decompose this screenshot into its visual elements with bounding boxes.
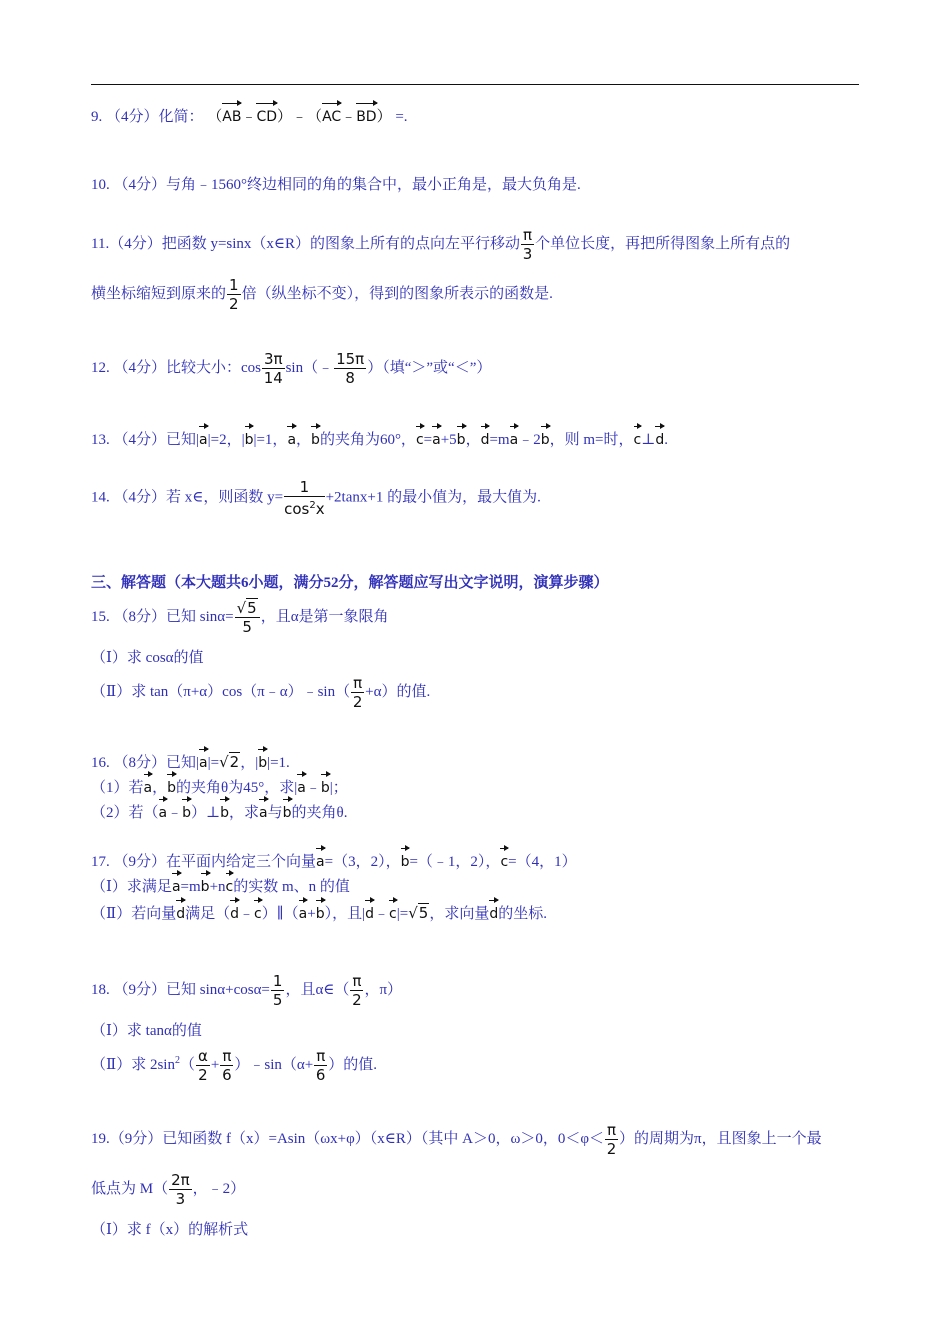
question-12 [91,350,491,387]
numerator: 1 [229,276,239,294]
vector-c: c [634,424,642,450]
q9-expression: （AB﹣CD）﹣（AC﹣BD） [207,107,391,125]
q18-t: 18. （9分）已知 sinα+cosα= [91,981,270,998]
q17-t: ），且| [324,906,366,922]
question-17-part-2 [91,898,547,924]
question-9 [91,101,408,127]
q11-text-b: 个单位长度，再把所得图象上所有点的 [535,235,791,252]
numerator: 3π [264,350,283,368]
q16-t: 的夹角θ. [291,805,348,821]
vector-a: a [299,898,308,924]
denominator: 6 [222,1066,232,1084]
vector-d: d [489,898,498,924]
numerator: α [197,1047,208,1065]
sqrt: √5 [408,904,429,922]
x-text: x [315,500,325,518]
q16-t: |=1. [267,755,290,771]
denominator: 3 [522,245,533,263]
question-16 [91,747,290,773]
q17-t: 的坐标. [498,906,547,922]
vector-b: b [401,846,410,872]
question-19-line2 [91,1171,245,1208]
header-rule [91,84,859,85]
q17-t: =（3，2）， [324,854,401,870]
numerator: π [222,1047,232,1065]
q13-t: = [423,432,433,448]
denominator: 2 [352,991,362,1009]
numerator: π [353,674,363,692]
q14-fraction [284,478,325,518]
q17-t: =m [180,879,201,895]
q16-t: （2）若（ [91,805,159,821]
q19-fraction-pi-2 [605,1121,618,1158]
q13-t: ﹣2 [518,432,541,448]
numerator [235,599,260,618]
q17-t: （Ⅰ）求满足 [91,879,172,895]
q11-fraction-1-2 [227,276,241,313]
vector-d: d [365,898,374,924]
q13-t: . [664,432,668,448]
q12-text-b: sin（﹣ [285,359,334,376]
q11-text-a: 11.（4分）把函数 y=sinx（x∈R）的图象上所有的点向左平行移动 [91,235,521,252]
question-15 [91,599,389,636]
q16-t: ，求 [229,805,260,821]
vector-d: d [655,424,664,450]
denominator: 14 [263,369,283,387]
q9-label: 9. （4分）化简： [91,109,204,125]
q18-t: + [210,1056,220,1073]
q14-text-b: +2tanx+1 的最小值为，最大值为. [325,489,541,506]
q18-t: （Ⅱ）求 2sin [91,1056,175,1073]
q18-t: ）的值. [328,1056,377,1073]
q16-t: （1）若 [91,780,144,796]
q16-t: |= [207,755,220,771]
question-10: 10. （4分）与角﹣1560°终边相同的角的集合中，最小正角是，最大负角是. [91,177,581,193]
q12-text-a: 12. （4分）比较大小：cos [91,359,261,376]
question-19-part-1: （Ⅰ）求 f（x）的解析式 [91,1222,249,1238]
question-13 [91,424,668,450]
q13-t: =m [489,432,510,448]
numerator: 15π [336,350,365,368]
q11-text-c: 横坐标缩短到原来的 [91,285,227,302]
sqrt: √5 [236,599,257,617]
numerator: π [316,1047,326,1065]
q19-t: 低点为 M（ [91,1180,169,1197]
denominator: 5 [272,991,283,1009]
vector-ac: AC [322,101,341,127]
q18-t: （ [179,1056,195,1073]
q16-t: 的夹角θ为45°，求| [176,780,298,796]
q11-text-d: 倍（纵坐标不变），得到的图象所表示的函数是. [241,285,553,302]
q15-p2-text-a: （Ⅱ）求 tan（π+α）cos（π﹣α）﹣sin（ [91,683,351,700]
denominator: 8 [345,369,355,387]
question-11-line1 [91,226,790,263]
vector-a: a [199,747,208,773]
q14-text-a: 14. （4分）若 x∈，则函数 y= [91,489,284,506]
vector-c: c [416,424,424,450]
denominator: 3 [175,1190,186,1208]
numerator: 1 [284,478,325,497]
q13-t: 的夹角为60°， [319,432,416,448]
vector-b: b [258,747,267,773]
question-18 [91,972,402,1009]
vector-c: c [500,846,508,872]
q13-t: 13. （4分）已知| [91,432,200,448]
section-3-heading: 三、解答题（本大题共6小题，满分52分，解答题应写出文字说明，演算步骤） [91,575,609,591]
numerator: π [523,226,533,244]
q17-t: 17. （9分）在平面内给定三个向量 [91,854,317,870]
vector-a: a [510,424,519,450]
question-18-part-2 [91,1047,377,1084]
q17-t: ﹣ [374,906,390,922]
sqrt: √2 [219,753,240,771]
q17-t: ﹣ [239,906,255,922]
q19-t: 19.（9分）已知函数 f（x）=Asin（ωx+φ）（x∈R）（其中 A＞0，ω＞0，0＜φ＜ [91,1130,605,1147]
q17-t: 的实数 m、n 的值 [233,879,350,895]
numerator: π [607,1121,617,1139]
denominator [284,497,325,518]
question-15-part-1: （Ⅰ）求 cosα的值 [91,650,204,666]
vector-ab: AB [222,101,241,127]
question-17 [91,846,577,872]
vector-d: d [481,424,490,450]
vector-b: b [201,871,210,897]
vector-a: a [159,797,168,823]
vector-a: a [199,424,208,450]
vector-d: d [230,898,239,924]
cos-text: cos [284,500,310,518]
exponent: 2 [174,1054,180,1066]
vector-b: b [167,772,176,798]
question-18-part-1: （Ⅰ）求 tanα的值 [91,1023,202,1039]
vector-b: b [541,424,550,450]
q16-t: ，| [240,755,259,771]
vector-b: b [316,898,325,924]
denominator: 2 [229,295,239,313]
q13-t: ， [465,432,481,448]
numerator: 1 [272,972,283,990]
q12-fraction-2 [334,350,366,387]
q15-text-b: ，且α是第一象限角 [260,608,389,625]
question-19-line1 [91,1121,822,1158]
q17-t: 满足（ [185,906,231,922]
vector-c: c [226,871,234,897]
q13-t: |=1， [253,432,288,448]
denominator: 5 [242,618,252,636]
vector-d: d [176,898,185,924]
q12-fraction-1 [262,350,285,387]
question-16-part-1 [91,772,348,798]
q19-t: ，﹣2） [192,1180,246,1197]
q15-text-a: 15. （8分）已知 sinα= [91,608,234,625]
vector-b: b [457,424,466,450]
q15-p2-text-b: +α）的值. [365,683,431,700]
exponent: 2 [309,500,316,511]
q13-t: ⊥ [641,432,656,448]
q17-t: |= [396,906,409,922]
vector-b: b [321,772,330,798]
vector-b: b [311,424,320,450]
question-17-part-1 [91,871,350,897]
q17-t: =（﹣1，2）， [409,854,501,870]
vector-a: a [432,424,441,450]
q18-fraction-alpha-2 [196,1047,210,1084]
q13-t: |=2，| [207,432,245,448]
vector-a: a [297,772,306,798]
question-16-part-2 [91,797,347,823]
q16-t: 16. （8分）已知| [91,755,200,771]
vector-c: c [254,898,262,924]
vector-a: a [144,772,153,798]
q17-t: + [307,906,316,922]
q12-text-c: ）（填“＞”或“＜”） [367,359,492,376]
vector-cd: CD [256,101,277,127]
q16-t: |； [329,780,348,796]
q13-t: ，则 m=时， [549,432,634,448]
vector-b: b [182,797,191,823]
question-11-line2 [91,276,553,313]
question-14 [91,478,541,518]
vector-a: a [172,871,181,897]
q11-fraction-pi-3 [521,226,534,263]
q18-t: ，π） [364,981,403,998]
q13-t: ， [296,432,312,448]
vector-c: c [389,898,397,924]
q17-t: +n [209,879,226,895]
q17-t: =（4，1） [508,854,577,870]
radicand: 2 [229,753,240,771]
radicand: 5 [247,599,257,617]
radicand: 5 [418,904,429,922]
q16-t: ， [152,780,168,796]
vector-a: a [287,424,296,450]
q15-p2-fraction [351,674,364,711]
denominator: 2 [606,1140,617,1158]
denominator: 2 [352,693,363,711]
q13-t: +5 [440,432,457,448]
q16-t: ）⊥ [191,805,221,821]
q16-t: ﹣ [305,780,321,796]
q18-fraction-2 [350,972,363,1009]
q18-fraction-pi-6 [220,1047,233,1084]
vector-b: b [283,797,292,823]
question-15-part-2 [91,674,430,711]
denominator: 6 [315,1066,326,1084]
vector-b: b [245,424,254,450]
denominator: 2 [198,1066,208,1084]
q15-fraction [235,599,260,636]
q19-fraction-2pi-3 [169,1171,192,1208]
vector-bd: BD [356,101,376,127]
numerator: 2π [171,1171,190,1189]
numerator: π [352,972,362,990]
q9-tail: =. [395,109,408,125]
q18-fraction-pi-6-b [314,1047,327,1084]
vector-a: a [259,797,268,823]
q17-t: ，求向量 [429,906,490,922]
q16-t: ﹣ [167,805,183,821]
q18-t: ）﹣sin（α+ [234,1056,314,1073]
vector-b: b [220,797,229,823]
q18-t: ，且α∈（ [285,981,350,998]
q17-t: ）∥（ [261,906,299,922]
q16-t: 与 [267,805,283,821]
q19-t: ）的周期为π，且图象上一个最 [619,1130,822,1147]
q18-fraction-1 [271,972,285,1009]
vector-a: a [316,846,325,872]
q17-t: （Ⅱ）若向量 [91,906,177,922]
